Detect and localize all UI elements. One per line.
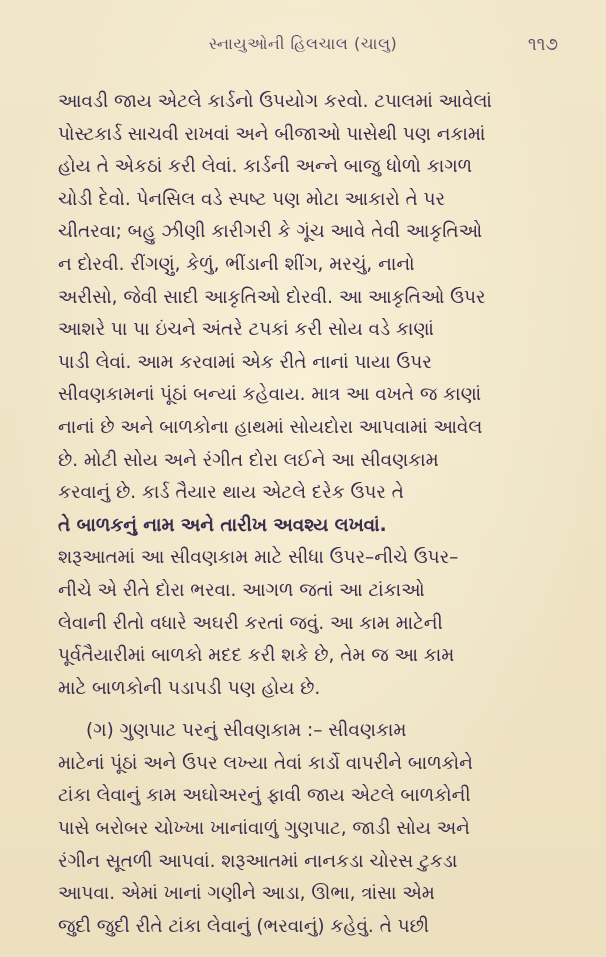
- page-header: [0, 34, 606, 64]
- text-line: જુદી જુદી રીતે ટાંકા લેવાનું (ભરવાનું) કહેવું. તે પછી: [58, 915, 430, 937]
- text-line: પૂર્વતૈયારીમાં બાળકો મદદ કરી શકે છે, તેમ જ આ કામ: [58, 645, 455, 667]
- text-line: અરીસો, જેવી સાદી આકૃતિઓ દોરવી. આ આકૃતિઓ ઉપર: [58, 286, 486, 308]
- text-line: ન દોરવી. રીંગણું, કેળું, ભીંડાની શીંગ, મરચું, નાનો: [58, 253, 415, 275]
- text-line: સીવણકામનાં પૂંઠાં બન્યાં કહેવાય. માત્ર આ વખતે જ કાણાં: [58, 384, 482, 406]
- text-line: માટેનાં પૂંઠાં અને ઉપર લખ્યા તેવાં કાર્ડો વાપરીને બાળકોને: [58, 752, 473, 774]
- text-line: પોસ્ટકાર્ડ સાચવી રાખવાં અને બીજાઓ પાસેથી પણ નકામાં: [58, 123, 486, 145]
- text-line: આપવા. એમાં ખાનાં ગણીને આડા, ઊભા, ત્રાંસા એમ: [58, 883, 435, 905]
- text-line: નીચે એ રીતે દોરા ભરવા. આગળ જતાં આ ટાંકાઓ: [58, 579, 425, 601]
- text-line: ટાંકા લેવાનું કામ અઘોઅરનું ફાવી જાય એટલે બાળકોની: [58, 785, 471, 807]
- section-heading-line: (ગ) ગુણપાટ પરનું સીવણકામ :– સીવણકામ: [86, 720, 407, 742]
- text-line: રંગીન સૂતળી આપવાં. શરૂઆતમાં નાનકડા ચોરસ ટુકડા: [58, 850, 458, 872]
- text-line: કરવાનું છે. કાર્ડ તૈયાર થાય એટલે દરેક ઉપર તે: [58, 482, 404, 504]
- text-line: નાનાં છે અને બાળકોના હાથમાં સોયદોરા આપવામાં આવેલ: [58, 416, 483, 438]
- text-line-emphasis: તે બાળકનું નામ અને તારીખ અવશ્ય લખવાં.: [58, 514, 387, 536]
- text-line: હોય તે એકઠાં કરી લેવાં. કાર્ડની અન્ને બાજુ ધોળો કાગળ: [58, 156, 472, 178]
- text-line: પાડી લેવાં. આમ કરવામાં એક રીતે નાનાં પાયા ઉપર: [58, 351, 432, 373]
- text-line: આશરે પા પા ઇંચને અંતરે ટપકાં કરી સોય વડે કાણાં: [58, 319, 434, 341]
- paragraph-continuation: [58, 86, 558, 705]
- text-line: આવડી જાય એટલે કાર્ડનો ઉપયોગ કરવો. ટપાલમાં આવેલાં: [58, 91, 492, 112]
- running-head: સ્નાયુઓની હિલચાલ (ચાલુ): [208, 34, 398, 53]
- text-line: શરૂઆતમાં આ સીવણકામ માટે સીધા ઉપર–નીચે ઉપર–: [58, 547, 459, 569]
- body-text: [58, 86, 558, 943]
- text-line: છે. મોટી સોય અને રંગીત દોરા લઈને આ સીવણકામ: [58, 449, 439, 471]
- paragraph-section-ga: [58, 715, 558, 943]
- text-line: ચીતરવા; બહુ ઝીણી કારીગરી કે ગૂંચ આવે તેવી આકૃતિઓ: [58, 221, 482, 243]
- text-line: ચોડી દેવો. પેનસિલ વડે સ્પષ્ટ પણ મોટા આકારો તે પર: [58, 188, 445, 210]
- text-line: માટે બાળકોની પડાપડી પણ હોય છે.: [58, 677, 321, 699]
- text-line: પાસે બરોબર ચોખ્ખા ખાનાંવાળું ગુણપાટ, જાડી સોય અને: [58, 818, 470, 840]
- text-line: લેવાની રીતો વધારે અઘરી કરતાં જવું. આ કામ માટેની: [58, 612, 443, 634]
- page-number: ૧૧૭: [527, 34, 558, 55]
